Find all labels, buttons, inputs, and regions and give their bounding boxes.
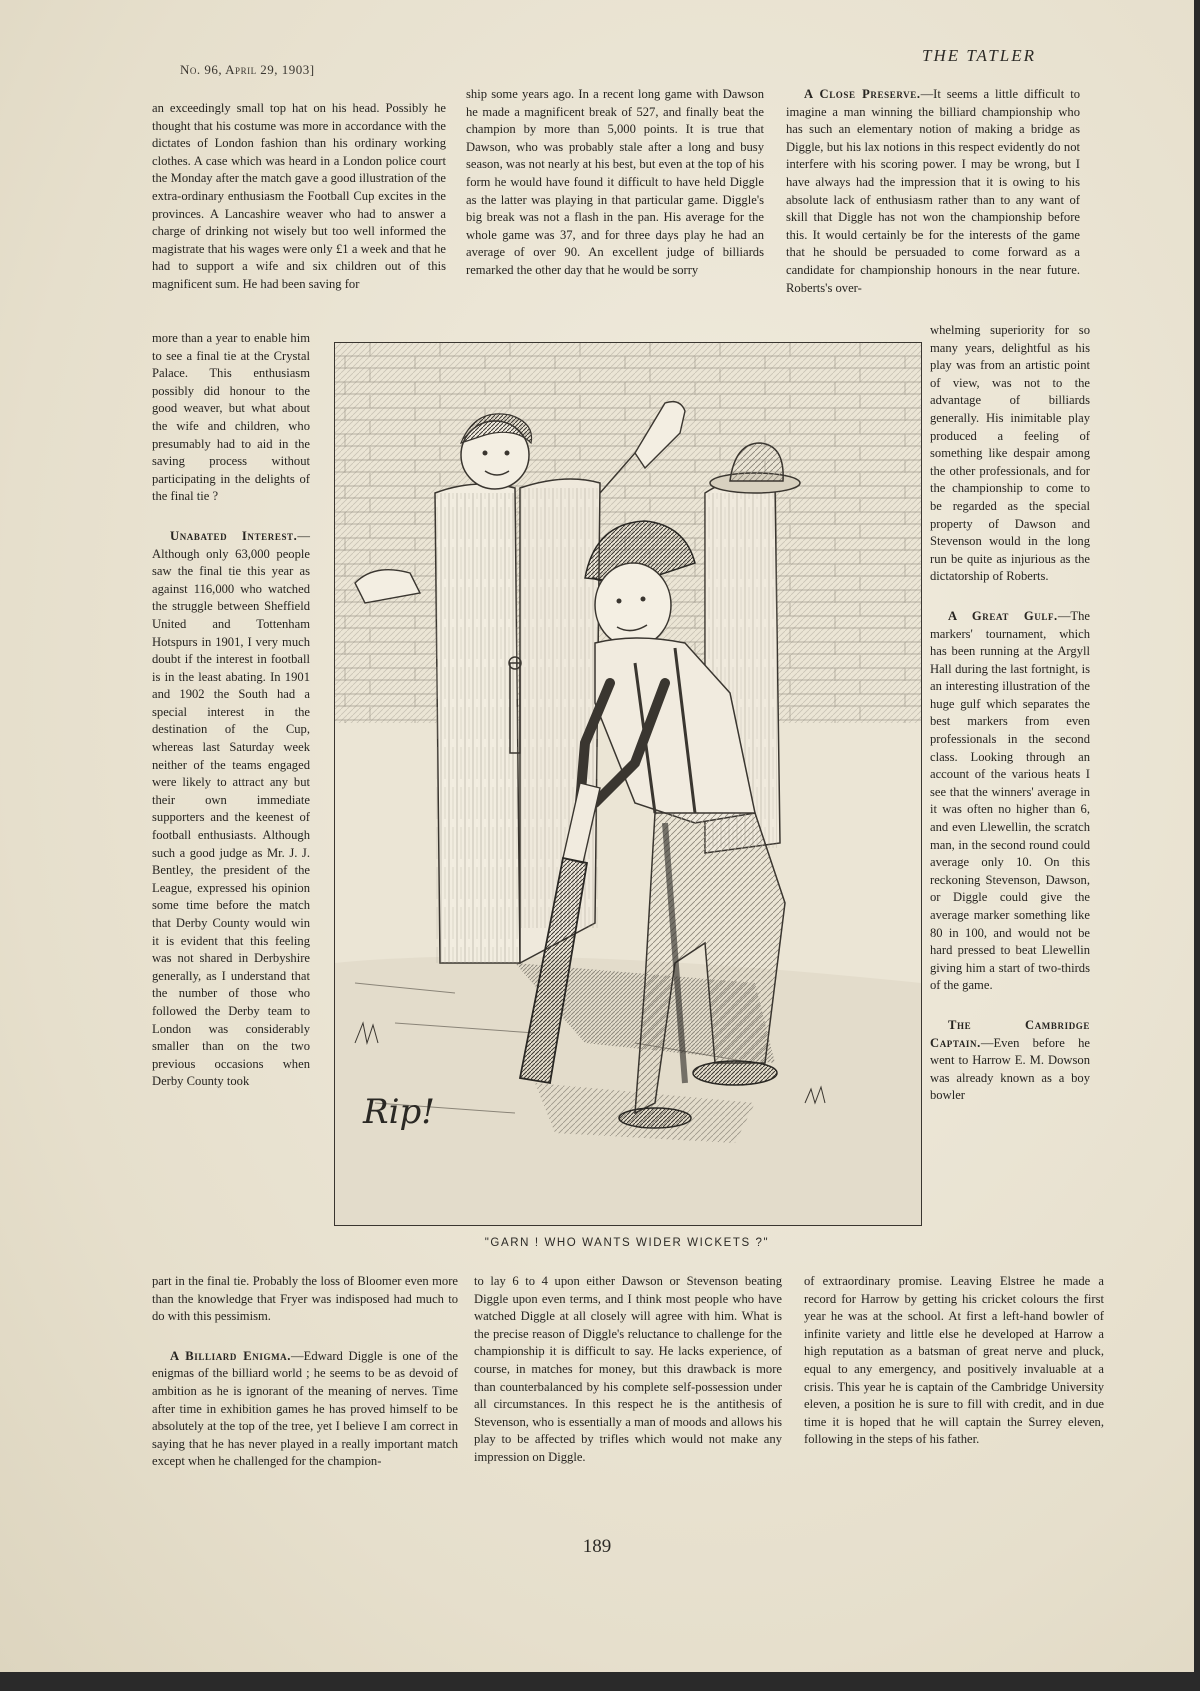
paragraph-roberts: whelming superiority for so many years, delightful as his play was from an artistic point of view, was not to the advantage of billiards generally. His inimitable play produced a feeling of something like despair among the other professionals, and for the championship to come to be regarded as the special property of Dawson and Stevenson would in the long run be quite as injurious as the dictatorship of Roberts. [930,323,1090,584]
heading-great-gulf: A Great Gulf. [948,608,1058,623]
paragraph-crowd: an exceedingly small top hat on his head. Possibly he thought that his costume was more in accordance with the dictates of London fashion than his ordinary working clothes. A case which was heard in a London police court the Monday after the match gave a good illustration of the extra-ordinary enthusiasm the Football Cup excites in the provinces. A Lancashire weaver who had to answer a charge of drinking not wisely but too well informed the magistrate that his wages were only £1 a week and that he had to support a wife and six children out of this magnificent sum. He had been saving for [152,101,446,291]
text-cambridge-captain: —Even before he went to Harrow E. M. Dowson was already known as a boy bowler [930,1035,1090,1103]
artist-signature: Rip! [363,1092,435,1132]
article-unabated-interest [152,528,310,1091]
article-close-preserve [786,86,1080,297]
issue-header: No. 96, April 29, 1903] [180,62,315,77]
paragraph-diggle-break: ship some years ago. In a recent long game with Dawson he made a magnificent break of 527, and finally beat the champion by more than 5,000 points. It is true that Dawson, who was probably stale after a long and busy season, was not nearly at his best, but even at the top of his form he would have found it difficult to have held Diggle as the latter was playing in that particular game. Diggle's big break was not a flash in the pan. His average for the whole game was 37, and for three days play he had an average of over 90. An excellent judge of billiards remarked the other day that he would be sorry [466,87,764,277]
illustration-caption: "GARN ! WHO WANTS WIDER WICKETS ?" [484,1237,770,1249]
column-1-top [152,100,446,294]
column-3-bottom [804,1273,1104,1449]
heading-unabated-interest: Unabated Interest. [170,528,298,543]
paragraph-weaver: more than a year to enable him to see a final tie at the Crystal Palace. This enthusiasm possibly did honour to the good weaver, but what about the wife and children, who presumably had to aid in the saving process without participating in the delights of the final tie ? [152,331,310,504]
text-great-gulf: —The markers' tournament, which has been running at the Argyll Hall during the last fortnight, is an interesting illustration of the huge gulf which separates the best markers from even professionals in the second class. Looking through an account of the various heats I see that the winners' average in it was often no higher than 6, and even Llewellin, the scratch man, in the second round could average only 10. On this reckoning Stevenson, Dawson, or Diggle could give the average marker something like 80 in 100, and would not be hard pressed to beat Llewellin giving him a start of two-thirds of the game. [930,608,1090,993]
paragraph-dowson: of extraordinary promise. Leaving Elstree he made a record for Harrow by getting his cricket colours the first year he was at the school. At first a left-hand bowler of infinite variety and little else he developed at Harrow a high reputation as a batsman of great nerve and pluck, equal to any emergency, and positively invaluable at a crisis. This year he is captain of the Cambridge University eleven, a position he is sure to fill with credit, and in due time it is hoped that he will captain the Surrey eleven, following in the steps of his father. [804,1274,1104,1447]
article-billiard-enigma [152,1348,458,1471]
column-1-narrow [152,330,310,1091]
column-3-narrow [930,322,1090,1105]
cartoon-illustration [334,342,922,1226]
paragraph-pessimism: part in the final tie. Probably the loss of Bloomer even more than the knowledge that Fryer was indisposed had much to do with this pessimism. [152,1274,458,1324]
cricket-boys-drawing [335,343,921,1225]
magazine-title: THE TATLER [922,46,1036,65]
heading-close-preserve: A Close Preserve. [804,87,921,101]
text-billiard-enigma: —Edward Diggle is one of the enigmas of the billiard world ; he seems to be as devoid of ambition as he is ignorant of the meaning of nerves. Time after time in exhibition games he has proved himself to be absolutely at the top of the tree, yet I believe I am correct in saying that he has never played in a really important match except when he challenged for the champion- [152,1348,458,1469]
heading-billiard-enigma: A Billiard Enigma. [170,1348,292,1363]
column-2-top [466,86,764,280]
article-great-gulf [930,608,1090,995]
column-1-bottom [152,1273,458,1471]
page-number: 189 [582,1536,612,1557]
paragraph-diggle-reluctance: to lay 6 to 4 upon either Dawson or Stevenson beating Diggle upon even terms, and I think most people who have watched Diggle at all closely will agree with him. What is the precise reason of Diggle's reluctance to challenge for the championship it is difficult to say. He lacks experience, of course, in matches for money, but this drawback is more than counterbalanced by his complete self-possession under all circumstances. In this respect he is the antithesis of Stevenson, who is essentially a man of moods and allows his play to be affected by trifles which would not make any impression on Diggle. [474,1274,782,1464]
heading-cambridge-captain: The Cambridge Captain. [930,1017,1090,1050]
text-unabated-interest: —Although only 63,000 people saw the final tie this year as against 116,000 who watched the struggle between Sheffield United and Tottenham Hotspurs in 1901, I very much doubt if the interest in football is in the least abating. In 1901 and 1902 the South had a special interest in the destination of the Cup, whereas last Saturday week neither of the teams engaged were likely to attract any but their own immediate supporters and the keenest of football enthusiasts. Although such a good judge as Mr. J. J. Bentley, the president of the League, expressed his opinion some time before the match that Derby County would win it is evident that this feeling was not shared in Derbyshire generally, as I understand that the number of those who followed the Derby team to London was considerably smaller than on the two previous occasions when Derby County took [152,528,310,1089]
text-close-preserve: —It seems a little difficult to imagine a man winning the billiard championship who has such an elementary notion of making a bridge as Diggle, but his lax notions in this respect evidently do not interfere with his scoring power. I may be wrong, but I have always had the impression that it is owing to his absolute lack of enthusiasm rather than to any want of skill that Diggle has not won the championship before this. It would certainly be for the interests of the game that he should be persuaded to come forward as a candidate for championship honours in the near future. Roberts's over- [786,87,1080,295]
column-3-top [786,86,1080,297]
article-cambridge-captain [930,1017,1090,1105]
column-2-bottom [474,1273,782,1467]
